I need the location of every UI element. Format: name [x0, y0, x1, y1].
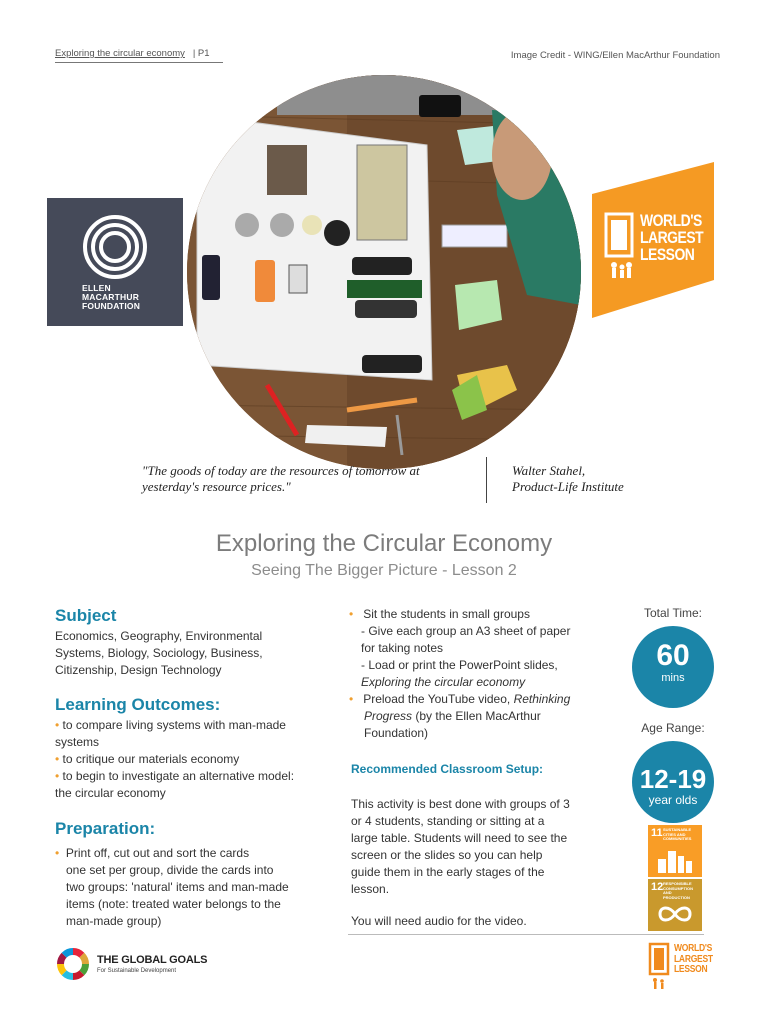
wll-small-logo-icon: [648, 942, 672, 992]
preparation-heading: Preparation:: [55, 819, 156, 838]
wll-small-wordmark: WORLD'S LARGEST LESSON: [674, 943, 713, 975]
preparation-list: • Print off, cut out and sort the cards one set per group, divide the cards into two groups: 'natural' items and man-made items (note: treated water belongs to the man-made group): [55, 846, 289, 928]
quote-divider: [486, 457, 487, 503]
emf-logo: [47, 198, 183, 326]
list-item: • to compare living systems with man-made: [55, 718, 286, 732]
global-goals-subtitle: For Sustainable Development: [97, 968, 177, 974]
image-credit: Image Credit - WING/Ellen MacArthur Foundation: [510, 50, 720, 61]
global-goals-wheel-icon: [55, 946, 91, 982]
page-title: Exploring the Circular Economy: [215, 530, 553, 557]
header-doc-title: [55, 48, 210, 59]
wll-wordmark: WORLD'S LARGEST LESSON: [640, 211, 704, 264]
quote-author: Walter Stahel,: [512, 463, 586, 478]
learning-outcomes-heading: Learning Outcomes:: [55, 695, 221, 714]
header-rule: [55, 62, 223, 63]
audio-note: You will need audio for the video.: [351, 914, 527, 928]
quote-text: "The goods of today are the resources of tomorrow at yesterday's resource prices.": [142, 463, 420, 494]
emf-rings-icon: [82, 214, 148, 280]
recommended-setup-body: This activity is best done with groups of 3 or 4 students, standing or sitting at a large table. Students will need to see the screen or the slides so you can help guide them in the early stages of the lesson.: [351, 797, 570, 896]
list-item: • to critique our materials economy: [55, 752, 240, 766]
total-time-label: Total Time:: [643, 606, 703, 620]
page-number: | P1: [192, 48, 210, 59]
total-time-unit: mins: [661, 672, 685, 684]
footer-rule: [348, 934, 704, 935]
sdg-11-tile: 11 SUSTAINABLE CITIES AND COMMUNITIES: [648, 825, 702, 877]
hero-photo-disassembled-phones: [187, 75, 581, 469]
recommended-setup-heading: Recommended Classroom Setup:: [351, 762, 544, 776]
age-range-unit: year olds: [648, 793, 698, 807]
age-range-label: Age Range:: [641, 721, 705, 735]
quote-affiliation: Product-Life Institute: [512, 479, 624, 494]
subject-body: Economics, Geography, Environmental Systems, Biology, Sociology, Business, Citizenship, Design Technology: [55, 629, 263, 677]
city-icon: [656, 847, 694, 873]
learning-outcomes-list: • to compare living systems with man-made systems • to critique our materials economy • to begin to investigate an alternative model: the circular economy: [55, 717, 323, 802]
total-time-badge: [632, 626, 714, 708]
doc-title: Exploring the circular economy: [55, 48, 185, 59]
total-time-value: 60: [656, 639, 690, 672]
page-subtitle: Seeing The Bigger Picture - Lesson 2: [251, 562, 517, 579]
setup-list: • Sit the students in small groups - Give each group an A3 sheet of paper for taking notes - Load or print the PowerPoint slides, Exploring the circular economy • Preload the YouTube video, Rethinking Progress (by the Ellen MacArthur Foundation): [349, 607, 571, 740]
emf-wordmark: ELLEN MACARTHUR FOUNDATION: [82, 283, 141, 311]
sdg-12-tile: 12 RESPONSIBLE CONSUMPTION AND PRODUCTION: [648, 879, 702, 931]
infinity-icon: [656, 903, 694, 925]
quote-attribution: [512, 463, 624, 495]
subject-heading: Subject: [55, 606, 117, 625]
age-range-value: 12-19: [639, 764, 707, 794]
list-item: • to begin to investigate an alternative model:: [55, 769, 295, 783]
global-goals-title: THE GLOBAL GOALS: [97, 954, 208, 966]
age-range-badge: [632, 741, 714, 823]
